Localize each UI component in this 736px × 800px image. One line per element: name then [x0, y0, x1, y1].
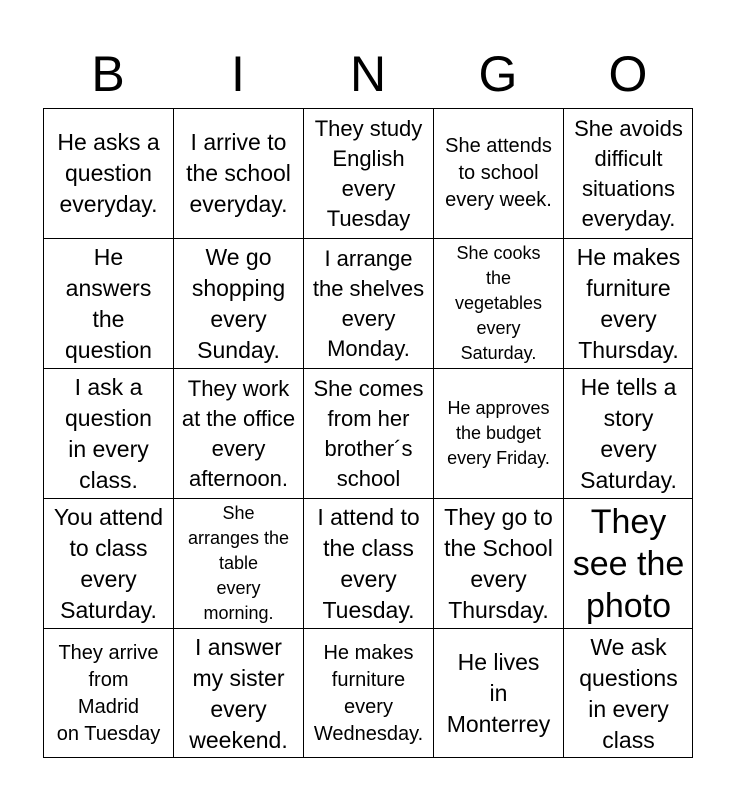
bingo-cell[interactable]	[43, 238, 173, 368]
bingo-cell[interactable]	[173, 108, 303, 238]
cell-text: They arrive from Madrid on Tuesday	[56, 641, 161, 745]
bingo-cell[interactable]	[433, 238, 563, 368]
bingo-cell[interactable]	[173, 498, 303, 628]
header-letter-i: I	[231, 46, 245, 102]
cell-text: He approves the budget every Friday.	[447, 398, 550, 468]
bingo-cell[interactable]	[563, 498, 693, 628]
bingo-cell[interactable]	[43, 498, 173, 628]
bingo-cell[interactable]	[303, 368, 433, 498]
cell-text: We go shopping every Sunday.	[191, 243, 286, 363]
header-letter-n: N	[349, 46, 387, 102]
bingo-header	[43, 42, 693, 106]
header-letter-b: B	[91, 46, 125, 102]
bingo-cell[interactable]	[303, 108, 433, 238]
cell-text: He answers the question	[65, 243, 152, 363]
cell-text: He lives in Monterrey	[446, 649, 551, 737]
bingo-cell[interactable]	[303, 498, 433, 628]
cell-text: You attend to class every Saturday.	[53, 503, 164, 623]
bingo-board	[43, 108, 693, 758]
cell-text: I arrange the shelves every Monday.	[312, 245, 425, 361]
cell-text: They work at the office every afternoon.	[181, 375, 296, 491]
bingo-cell[interactable]	[303, 238, 433, 368]
cell-text: She arranges the table every morning.	[187, 503, 290, 623]
bingo-cell[interactable]	[433, 368, 563, 498]
bingo-cell[interactable]	[563, 108, 693, 238]
bingo-cell[interactable]	[173, 238, 303, 368]
header-letter-g: G	[478, 46, 518, 102]
bingo-cell[interactable]	[563, 238, 693, 368]
cell-text: He makes furniture every Wednesday.	[313, 641, 424, 745]
cell-text: They see the photo	[572, 502, 685, 625]
cell-text: I answer my sister every weekend.	[189, 633, 288, 753]
cell-text: He tells a story every Saturday.	[580, 373, 677, 493]
bingo-cell[interactable]	[173, 628, 303, 758]
header-letter-o: O	[608, 46, 648, 102]
bingo-cell[interactable]	[43, 108, 173, 238]
bingo-cell[interactable]	[303, 628, 433, 758]
cell-text: I ask a question in every class.	[65, 373, 152, 493]
cell-text: She cooks the vegetables every Saturday.	[454, 243, 543, 363]
bingo-cell[interactable]	[173, 368, 303, 498]
bingo-cell[interactable]	[43, 628, 173, 758]
cell-text: He asks a question everyday.	[57, 129, 160, 217]
bingo-cell[interactable]	[433, 628, 563, 758]
bingo-cell[interactable]	[563, 628, 693, 758]
bingo-cell[interactable]	[433, 498, 563, 628]
bingo-cell[interactable]	[43, 368, 173, 498]
cell-text: I attend to the class every Tuesday.	[317, 503, 420, 623]
cell-text: I arrive to the school everyday.	[186, 129, 291, 217]
cell-text: She attends to school every week.	[445, 135, 552, 211]
cell-text: She avoids difficult situations everyday.	[574, 115, 683, 231]
bingo-cell[interactable]	[563, 368, 693, 498]
cell-text: She comes from her brother´s school	[313, 375, 424, 491]
cell-text: They study English every Tuesday	[314, 115, 423, 231]
cell-text: We ask questions in every class	[579, 633, 678, 753]
bingo-cell[interactable]	[433, 108, 563, 238]
cell-text: He makes furniture every Thursday.	[576, 243, 681, 363]
cell-text: They go to the School every Thursday.	[444, 503, 553, 623]
